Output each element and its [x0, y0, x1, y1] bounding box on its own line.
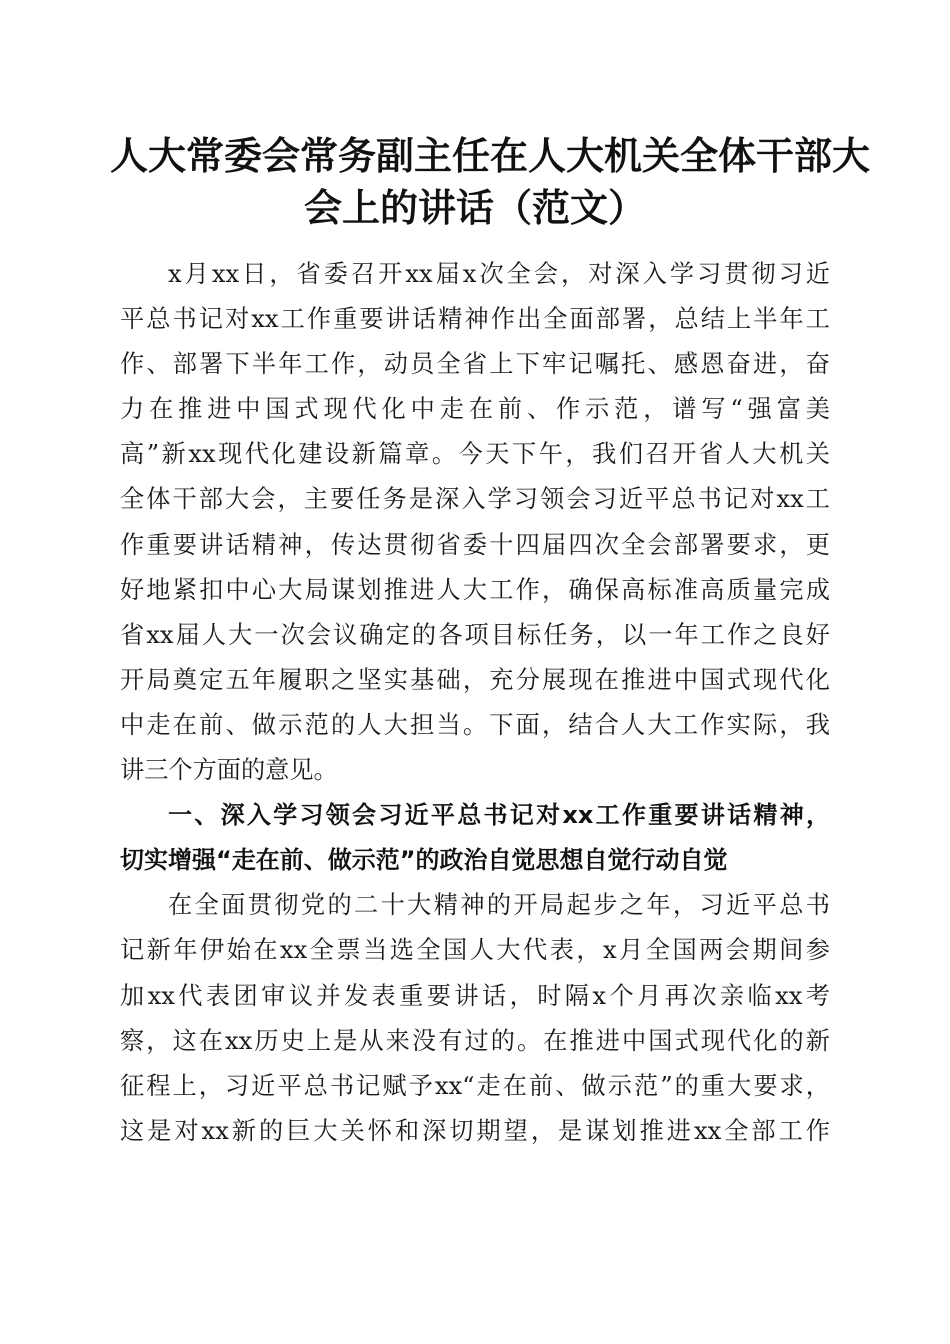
text-line: 中走在前、做示范的人大担当。下面，结合人大工作实际，我 — [120, 710, 830, 739]
text-line: 征程上，习近平总书记赋予xx“走在前、做示范”的重大要求， — [120, 1071, 830, 1100]
text-line: 这是对xx新的巨大关怀和深切期望，是谋划推进xx全部工作 — [120, 1116, 830, 1145]
paragraph — [120, 252, 830, 793]
section-heading — [120, 793, 830, 883]
title-line: 人大常委会常务副主任在人大机关全体干部大 — [110, 133, 871, 178]
text-line: 在全面贯彻党的二十大精神的开局起步之年，习近平总书 — [168, 891, 830, 920]
text-line: 省xx届人大一次会议确定的各项目标任务，以一年工作之良好 — [120, 620, 830, 649]
text-line: 察，这在xx历史上是从来没有过的。在推进中国式现代化的新 — [120, 1026, 830, 1055]
text-line: 好地紧扣中心大局谋划推进人大工作，确保高标准高质量完成 — [120, 575, 830, 604]
text-line: x月xx日，省委召开xx届x次全会，对深入学习贯彻习近 — [168, 260, 830, 288]
heading-line: 切实增强“走在前、做示范”的政治自觉思想自觉行动自觉 — [120, 846, 728, 875]
heading-line: 一、深入学习领会习近平总书记对xx工作重要讲话精神， — [168, 801, 830, 830]
text-line: 记新年伊始在xx全票当选全国人大代表，x月全国两会期间参 — [120, 936, 830, 965]
text-line: 讲三个方面的意见。 — [120, 756, 338, 785]
text-line: 作、部署下半年工作，动员全省上下牢记嘱托、感恩奋进，奋 — [120, 350, 830, 379]
text-line: 加xx代表团审议并发表重要讲话，时隔x个月再次亲临xx考 — [120, 981, 830, 1010]
text-line: 高”新xx现代化建设新篇章。今天下午，我们召开省人大机关 — [120, 440, 830, 469]
text-line: 平总书记对xx工作重要讲话精神作出全面部署，总结上半年工 — [120, 305, 830, 334]
page-title — [110, 130, 871, 234]
paragraph — [120, 883, 830, 1154]
text-line: 力在推进中国式现代化中走在前、作示范，谱写“强富美 — [120, 395, 830, 424]
text-line: 全体干部大会，主要任务是深入学习领会习近平总书记对xx工 — [120, 485, 830, 514]
text-line: 开局奠定五年履职之坚实基础，充分展现在推进中国式现代化 — [120, 665, 830, 694]
document-body — [120, 252, 830, 1154]
text-line: 作重要讲话精神，传达贯彻省委十四届四次全会部署要求，更 — [120, 530, 830, 559]
title-line: 会上的讲话（范文） — [303, 185, 646, 230]
